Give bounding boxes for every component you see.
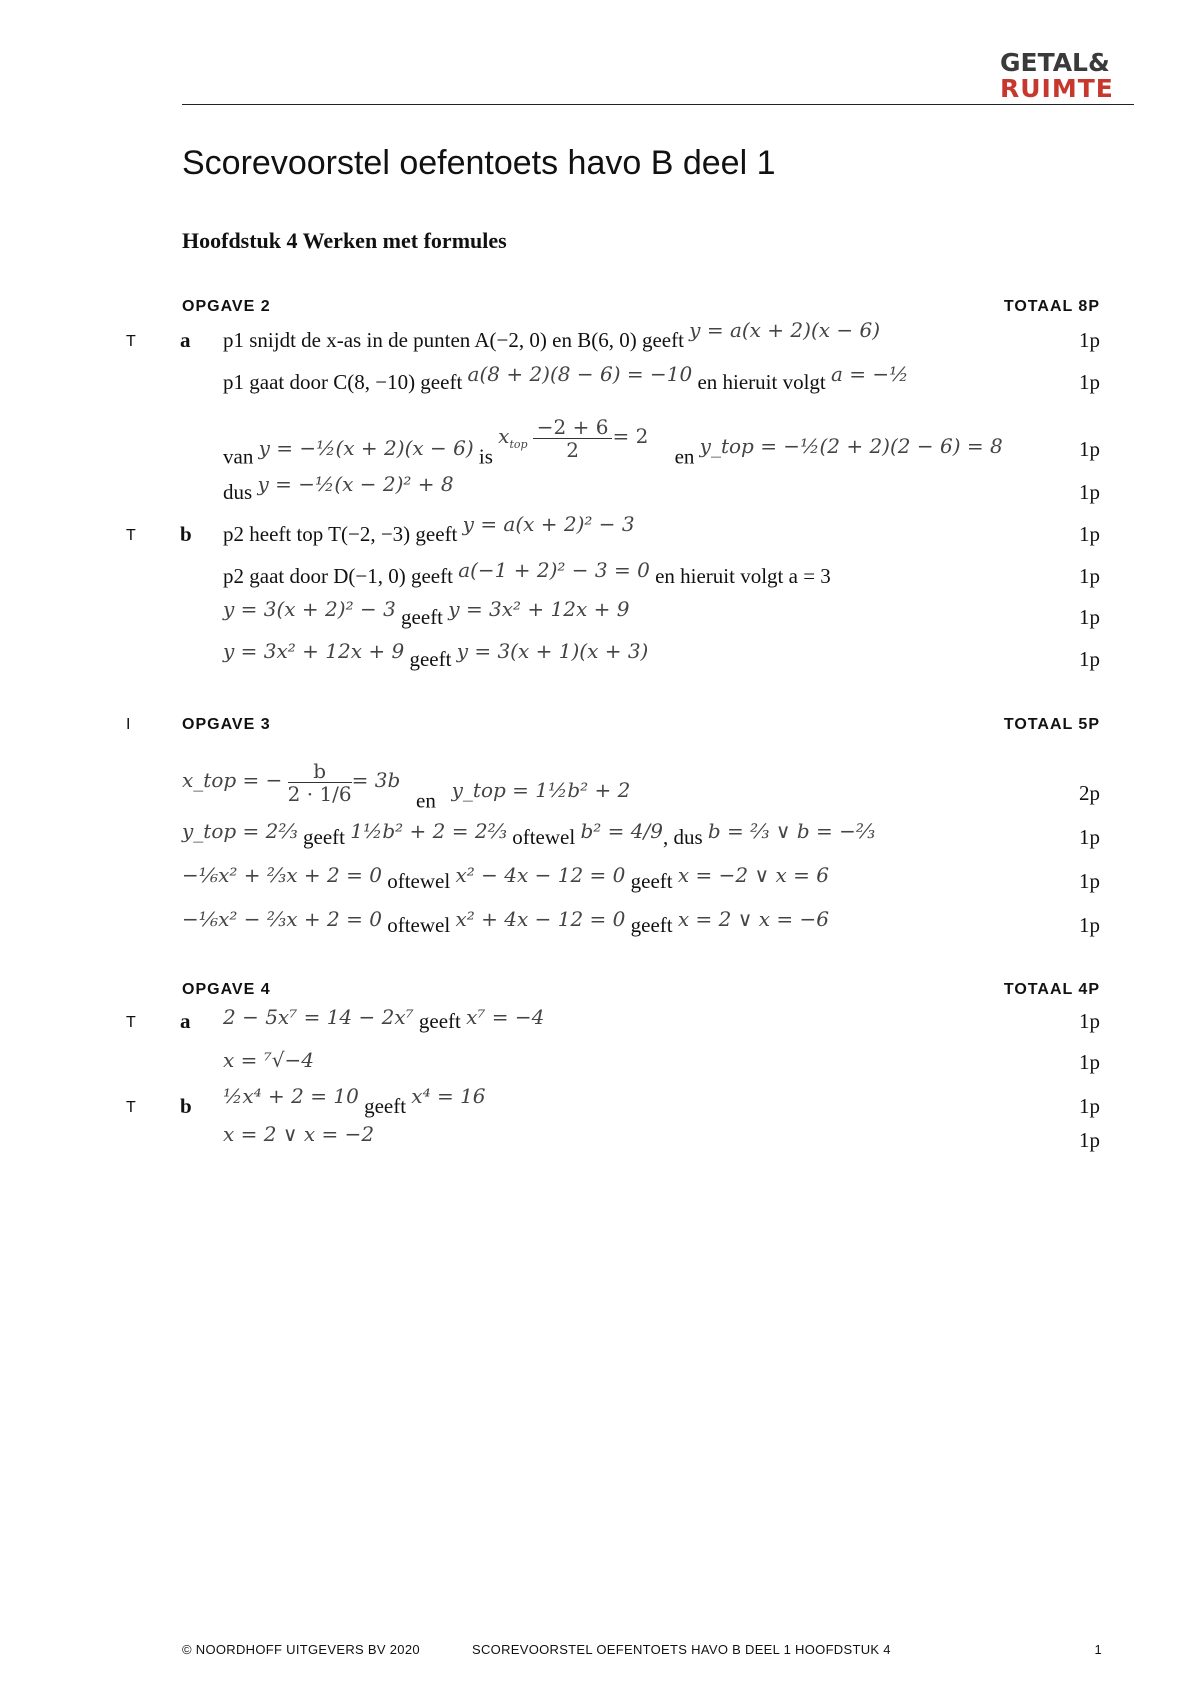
formula: y = −½(x + 2)(x − 6) <box>258 436 474 461</box>
formula: x = 2 ∨ x = −2 <box>223 1122 375 1146</box>
logo-line-1: GETAL& <box>1000 48 1110 77</box>
part-label: b <box>180 1094 192 1118</box>
formula: x² − 4x − 12 = 0 <box>455 863 626 887</box>
answer-text <box>223 1122 375 1153</box>
formula: y_top = −½(2 + 2)(2 − 6) = 8 <box>699 434 1003 459</box>
footer-document-title: SCOREVOORSTEL OEFENTOETS HAVO B DEEL 1 HOOFDSTUK 4 <box>472 1642 891 1657</box>
formula: b = ⅔ ∨ b = −⅔ <box>707 819 876 843</box>
formula: x⁴ = 16 <box>411 1084 486 1108</box>
formula: y = a(x + 2)(x − 6) <box>689 318 881 342</box>
score: 1p <box>1079 869 1100 893</box>
formula: ½x⁴ + 2 = 10 <box>223 1084 359 1108</box>
fraction: $\frac{-2 + 6}{2}$ <box>533 416 613 461</box>
answer-text <box>223 1049 314 1075</box>
score: 1p <box>1079 647 1100 671</box>
row-marker: T <box>126 527 136 544</box>
answer-text: −⅙x² − ⅔x + 2 = 0 oftewel x² + 4x − 12 = 0 geeft x = 2 ∨ x = −6 <box>182 907 829 937</box>
page-title: Scorevoorstel oefentoets havo B deel 1 <box>182 144 776 182</box>
fraction: $\frac{b}{2 \cdot 1/6}$ <box>287 759 352 806</box>
formula: y = 3(x + 1)(x + 3) <box>456 639 649 663</box>
answer-text: p2 heeft top T(−2, −3) geeft y = a(x + 2)² − 3 <box>223 512 635 546</box>
answer-text: p2 gaat door D(−1, 0) geeft a(−1 + 2)² − 3 = 0 en hieruit volgt a = 3 <box>223 558 831 588</box>
score: 1p <box>1079 564 1100 588</box>
answer-text: p1 gaat door C(8, −10) geeft a(8 + 2)(8 − 6) = −10 en hieruit volgt a = −½ <box>223 362 909 394</box>
logo-line-2: RUIMTE <box>1000 74 1114 103</box>
footer-page-number: 1 <box>1094 1642 1102 1657</box>
score: 1p <box>1079 913 1100 937</box>
part-label: a <box>180 328 191 352</box>
formula: x = −2 ∨ x = 6 <box>677 863 829 887</box>
score: 1p <box>1079 328 1100 352</box>
formula: 2 − 5x⁷ = 14 − 2x⁷ <box>223 1005 414 1029</box>
part-label: a <box>180 1009 191 1033</box>
score: 1p <box>1079 437 1100 461</box>
answer-text: van y = −½(x + 2)(x − 6) is $x_{top}$ $\frac{-2 + 6}{2}$ = 2 en y_top = −½(2 + 2)(2 − 6) = 8 <box>223 415 1003 469</box>
score: 1p <box>1079 1009 1100 1033</box>
row-marker: T <box>126 1014 136 1031</box>
score: 1p <box>1079 1050 1100 1074</box>
formula: y = 3x² + 12x + 9 <box>223 639 405 663</box>
score: 1p <box>1079 1128 1100 1152</box>
answer-text: ½x⁴ + 2 = 10 geeft x⁴ = 16 <box>223 1084 486 1118</box>
formula: a = −½ <box>831 362 909 386</box>
row-marker: T <box>126 333 136 350</box>
opgave2-total: TOTAAL 8P <box>1003 298 1100 315</box>
answer-text: y = 3(x + 2)² − 3 geeft y = 3x² + 12x + 9 <box>223 597 630 629</box>
part-label: b <box>180 522 192 546</box>
score: 1p <box>1079 480 1100 504</box>
answer-text: y = 3x² + 12x + 9 geeft y = 3(x + 1)(x + 3) <box>223 639 649 671</box>
row-marker: T <box>126 1099 136 1116</box>
row-marker: I <box>126 716 131 733</box>
formula: b² = 4/9 <box>580 819 663 843</box>
formula: x = 2 ∨ x = −6 <box>677 907 829 931</box>
formula: x = ⁷√−4 <box>223 1048 314 1072</box>
chapter-subtitle: Hoofdstuk 4 Werken met formules <box>182 228 507 253</box>
answer-text: dus y = −½(x − 2)² + 8 <box>223 472 454 504</box>
answer-text: 2 − 5x⁷ = 14 − 2x⁷ geeft x⁷ = −4 <box>223 1005 545 1033</box>
formula: a(−1 + 2)² − 3 = 0 <box>458 558 650 582</box>
opgave3-label: OPGAVE 3 <box>182 716 271 733</box>
formula: y = a(x + 2)² − 3 <box>462 512 635 536</box>
formula: x² + 4x − 12 = 0 <box>455 907 626 931</box>
formula: a(8 + 2)(8 − 6) = −10 <box>467 362 693 386</box>
answer-text: −⅙x² + ⅔x + 2 = 0 oftewel x² − 4x − 12 = 0 geeft x = −2 ∨ x = 6 <box>182 863 829 893</box>
opgave4-total: TOTAAL 4P <box>1003 981 1100 998</box>
formula: y = 3(x + 2)² − 3 <box>223 597 396 621</box>
footer-copyright: © NOORDHOFF UITGEVERS BV 2020 <box>182 1642 420 1657</box>
formula: y = 3x² + 12x + 9 <box>448 597 630 621</box>
score: 1p <box>1079 825 1100 849</box>
score: 2p <box>1079 781 1100 805</box>
opgave4-label: OPGAVE 4 <box>182 981 271 998</box>
formula: x⁷ = −4 <box>466 1005 545 1029</box>
formula: y_top = 2⅔ <box>182 819 298 843</box>
opgave2-label: OPGAVE 2 <box>182 298 271 315</box>
opgave3-total: TOTAAL 5P <box>1003 716 1100 733</box>
formula: y_top = 1½b² + 2 <box>451 778 631 803</box>
formula: 1½b² + 2 = 2⅔ <box>350 819 507 843</box>
answer-text: y_top = 2⅔ geeft 1½b² + 2 = 2⅔ oftewel b² = 4/9, dus b = ⅔ ∨ b = −⅔ <box>182 819 876 849</box>
header-rule <box>182 104 1134 105</box>
score: 1p <box>1079 522 1100 546</box>
formula: −⅙x² − ⅔x + 2 = 0 <box>182 907 382 931</box>
formula: −⅙x² + ⅔x + 2 = 0 <box>182 863 382 887</box>
formula: y = −½(x − 2)² + 8 <box>257 472 454 496</box>
score: 1p <box>1079 1094 1100 1118</box>
answer-text: x_top = − $\frac{b}{2 \cdot 1/6}$ = 3b en y_top = 1½b² + 2 <box>182 759 631 813</box>
publisher-logo <box>1000 50 1124 102</box>
answer-text: p1 snijdt de x-as in de punten A(−2, 0) en B(6, 0) geeft y = a(x + 2)(x − 6) <box>223 318 881 352</box>
score: 1p <box>1079 370 1100 394</box>
score: 1p <box>1079 605 1100 629</box>
